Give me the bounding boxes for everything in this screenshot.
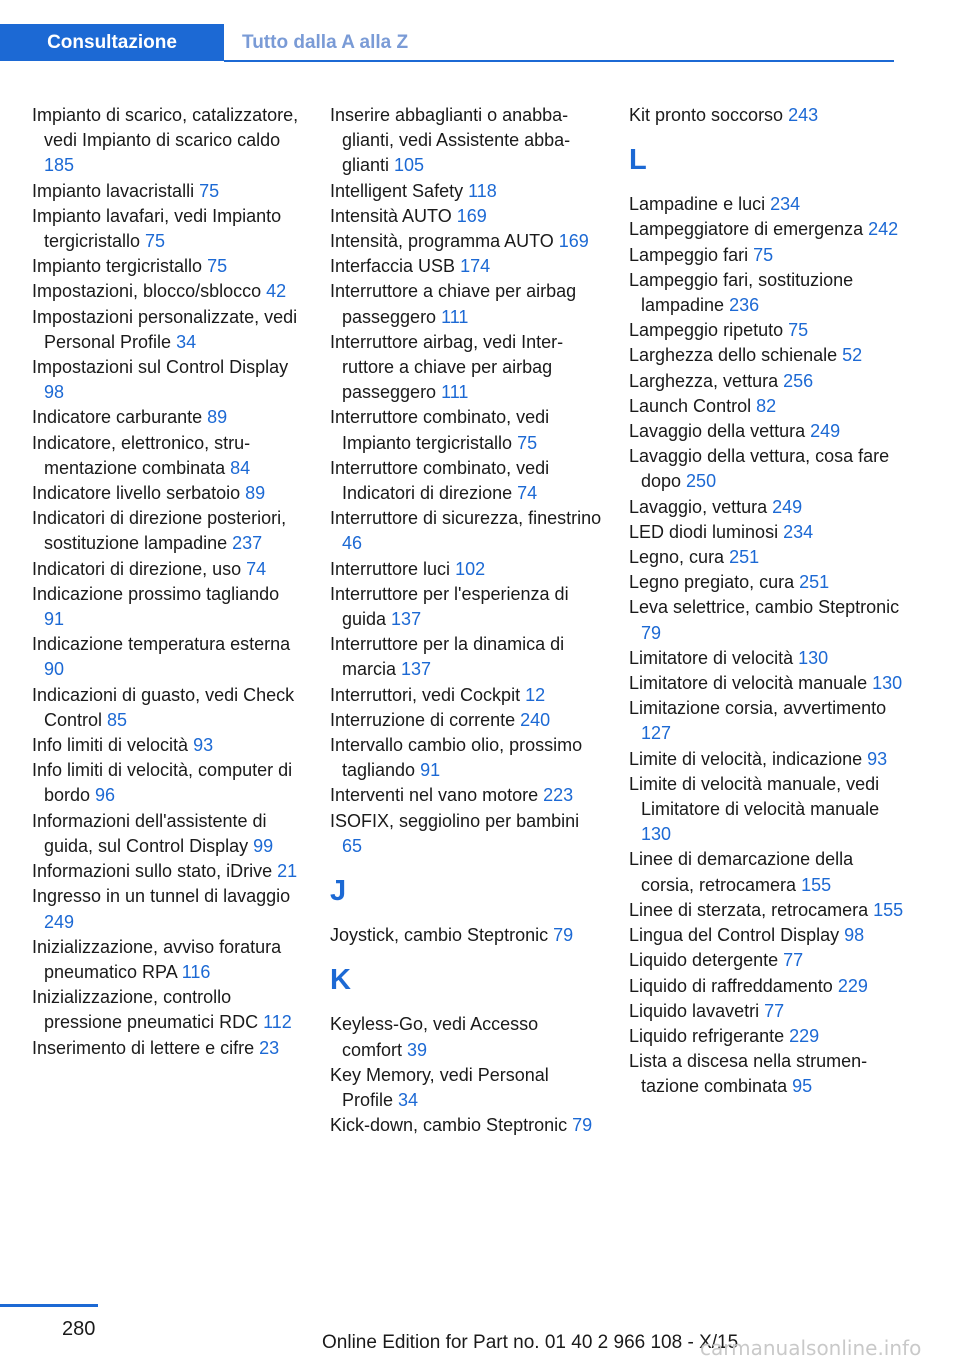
page-reference-link[interactable]: 111 [441, 382, 469, 403]
index-entry [330, 557, 602, 582]
index-entry [32, 279, 304, 304]
edition-note: Online Edition for Part no. 01 40 2 966 108 - X/15 [322, 1332, 739, 1353]
index-entry-text: Legno pregiato, cura [629, 572, 800, 593]
page-reference-link[interactable]: 89 [207, 407, 228, 428]
page-reference-link[interactable]: 34 [398, 1089, 419, 1110]
index-entry [330, 632, 602, 682]
page-reference-link[interactable]: 84 [230, 457, 251, 478]
page-reference-link[interactable]: 85 [107, 709, 128, 730]
page-reference-link[interactable]: 75 [517, 432, 538, 453]
index-entry [629, 923, 905, 948]
page-reference-link[interactable]: 23 [259, 1037, 280, 1058]
index-entry [330, 103, 602, 179]
index-entry [629, 318, 905, 343]
index-entry-text: Interruttore per la dinamica di marcia [330, 634, 565, 680]
index-entry-text: Lampeggio fari, sostituzione lampadine [629, 269, 854, 316]
index-entry-text: Kit pronto soccorso [629, 105, 789, 125]
page-reference-link[interactable]: 137 [401, 659, 432, 680]
page-reference-link[interactable]: 39 [407, 1039, 428, 1060]
index-entry-text: ISOFIX, seggiolino per bambini [330, 810, 580, 831]
page-reference-link[interactable]: 169 [558, 231, 589, 252]
index-entry [330, 809, 602, 859]
page-reference-link[interactable]: 65 [342, 835, 363, 856]
header-rule [224, 60, 894, 62]
index-entry [32, 506, 304, 556]
index-entry-text: Impostazioni personalizzate, vedi Personal Profile [32, 306, 298, 352]
page-reference-link[interactable]: 229 [789, 1025, 820, 1046]
page-reference-link[interactable]: 249 [772, 496, 803, 517]
index-entry-text: Keyless-Go, vedi Accesso comfort [330, 1014, 539, 1060]
index-entry-text: Interruttore combinato, vedi Indicatori di direzione [330, 457, 550, 504]
index-entry-text: Indicatore, elettronico, strumentazione combinata [32, 432, 251, 478]
index-entry-text: Linee di sterzata, retrocamera [629, 899, 874, 920]
index-entry [32, 809, 304, 859]
index-entry-text: Limitazione corsia, avvertimento [629, 698, 887, 719]
index-entry [629, 747, 905, 772]
index-entry [32, 1036, 304, 1061]
index-entry [32, 758, 304, 808]
index-entry [330, 456, 602, 506]
page-number: 280 [62, 1318, 96, 1340]
index-entry [629, 671, 905, 696]
page-reference-link[interactable]: 93 [193, 735, 214, 756]
index-entry-text: Lampeggiatore di emergenza [629, 219, 869, 240]
index-entry [330, 506, 602, 556]
page-reference-link[interactable]: 130 [798, 647, 829, 668]
index-entry-text: Indicazioni di guasto, vedi Check Control [32, 684, 295, 730]
index-entry-text: Interruttore combinato, vedi Impianto tergicristallo [330, 407, 550, 453]
index-entry [32, 179, 304, 204]
index-entry-text: Lavaggio della vettura [629, 421, 811, 442]
index-entry-text: Kick-down, cambio Steptronic [330, 1115, 573, 1136]
index-entry [629, 696, 905, 746]
index-entry [629, 520, 905, 545]
page-reference-link[interactable]: 95 [792, 1076, 813, 1097]
index-entry-text: Impianto tergicristallo [32, 256, 208, 277]
footer-rule [0, 1304, 98, 1307]
index-entry [32, 305, 304, 355]
page-reference-link[interactable]: 98 [44, 382, 65, 403]
page-reference-link[interactable]: 223 [543, 785, 574, 806]
page-reference-link[interactable]: 91 [44, 609, 65, 630]
index-entry [330, 204, 602, 229]
index-entry [629, 1049, 905, 1099]
page-reference-link[interactable]: 137 [391, 609, 422, 630]
index-entry-text: Informazioni sullo stato, iDrive [32, 861, 278, 882]
index-entry [629, 948, 905, 973]
index-entry [32, 884, 304, 934]
index-column-3 [629, 103, 905, 1100]
tab-tutto-dalla-a-alla-z[interactable]: Tutto dalla A alla Z [242, 31, 409, 53]
index-entry [629, 545, 905, 570]
page-reference-link[interactable]: 93 [867, 748, 888, 769]
index-entry [32, 935, 304, 985]
index-letter-heading: K [330, 964, 351, 997]
index-entry [32, 481, 304, 506]
index-entry [32, 557, 304, 582]
page-header [0, 0, 960, 62]
page-reference-link[interactable]: 98 [844, 925, 865, 946]
index-column-2 [330, 103, 602, 1138]
index-entry [32, 103, 304, 179]
page-reference-link[interactable]: 74 [517, 483, 538, 504]
index-entry-text: Larghezza, vettura [629, 370, 784, 391]
index-entry [330, 733, 602, 783]
index-entry-text: Interruttore airbag, vedi Interruttore a chiave per airbag passeggero [330, 331, 564, 403]
index-entry [330, 923, 602, 948]
index-entry-text: Lista a discesa nella strumentazione combinata [629, 1051, 868, 1097]
index-entry-text: Lavaggio della vettura, cosa fare dopo [629, 446, 890, 492]
index-entry-text: Lavaggio, vettura [629, 496, 773, 517]
page-reference-link[interactable]: 21 [277, 861, 298, 882]
index-entry-text: Larghezza dello schienale [629, 345, 843, 366]
index-entry [629, 268, 905, 318]
index-entry-text: Legno, cura [629, 547, 730, 568]
index-entry [32, 582, 304, 632]
index-entry-text: Leva selettrice, cambio Steptronic [629, 597, 900, 618]
page-reference-link[interactable]: 130 [641, 824, 672, 845]
index-entry-text: Impianto di scarico, catalizzatore, vedi Impianto di scarico caldo [32, 105, 299, 151]
page-reference-link[interactable]: 234 [783, 521, 814, 542]
index-entry-text: Indicatore carburante [32, 407, 208, 428]
index-entry [629, 1024, 905, 1049]
index-entry-text: Interruttore luci [330, 558, 456, 579]
index-entry [330, 1113, 602, 1138]
index-entry [32, 985, 304, 1035]
index-entry-text: Intensità AUTO [330, 205, 457, 226]
index-entry-text: Liquido refrigerante [629, 1025, 790, 1046]
page-reference-link[interactable]: 249 [810, 421, 841, 442]
index-entry [32, 859, 304, 884]
index-entry [629, 444, 905, 494]
page-reference-link[interactable]: 237 [232, 533, 263, 554]
page-reference-link[interactable]: 75 [788, 320, 809, 341]
index-entry-text: Impostazioni, blocco/sblocco [32, 281, 267, 302]
index-entry-text: Interfaccia USB [330, 256, 461, 277]
index-entry-text: Impianto lavacristalli [32, 180, 200, 201]
page-reference-link[interactable]: 234 [770, 194, 801, 215]
index-entry [32, 355, 304, 405]
page-reference-link[interactable]: 155 [873, 899, 904, 920]
index-entry-text: Info limiti di velocità, computer di bordo [32, 760, 293, 806]
index-entry-text: Intensità, programma AUTO [330, 231, 559, 252]
page-reference-link[interactable]: 105 [394, 155, 425, 176]
index-entry-text: Interruttore a chiave per airbag passeggero [330, 281, 577, 327]
index-entry [32, 733, 304, 758]
index-entry-text: Info limiti di velocità [32, 735, 194, 756]
page-reference-link[interactable]: 90 [44, 659, 65, 680]
index-entry-text: Limite di velocità manuale, vedi Limitatore di velocità manuale [629, 773, 880, 820]
index-entry-text: Informazioni dell'assistente di guida, sul Control Display [32, 810, 267, 856]
index-entry-text: Interruttori, vedi Cockpit [330, 684, 526, 705]
page-reference-link[interactable]: 229 [837, 975, 868, 996]
index-entry-text: Interruttore di sicurezza, finestrino [330, 508, 602, 529]
page-reference-link[interactable]: 251 [799, 572, 830, 593]
page-reference-link[interactable]: 46 [342, 533, 363, 554]
index-entry [629, 570, 905, 595]
index-entry-text: Liquido detergente [629, 950, 784, 971]
index-entry [629, 217, 905, 242]
page-reference-link[interactable]: 99 [253, 835, 274, 856]
page-reference-link[interactable]: 52 [842, 345, 863, 366]
index-entry-text: Inizializzazione, avviso foratura pneumatico RPA [32, 936, 282, 982]
index-entry-text: Impianto lavafari, vedi Impianto tergicristallo [32, 205, 282, 252]
page-reference-link[interactable]: 102 [455, 558, 486, 579]
index-entry [330, 683, 602, 708]
page-reference-link[interactable]: 77 [783, 950, 804, 971]
index-entry [629, 192, 905, 217]
page-reference-link[interactable]: 79 [553, 925, 574, 946]
page-reference-link[interactable]: 169 [456, 205, 487, 226]
index-entry-text: Launch Control [629, 395, 757, 416]
index-entry-text: Lingua del Control Display [629, 925, 845, 946]
page-reference-link[interactable]: 236 [729, 295, 760, 316]
page-reference-link[interactable]: 243 [788, 105, 819, 125]
index-entry-text: Interventi nel vano motore [330, 785, 544, 806]
page-reference-link[interactable]: 251 [729, 547, 760, 568]
page-reference-link[interactable]: 256 [783, 370, 814, 391]
page-reference-link[interactable]: 89 [245, 483, 266, 504]
index-entry-text: Indicatori di direzione, uso [32, 558, 247, 579]
index-entry [330, 279, 602, 329]
page-reference-link[interactable]: 96 [95, 785, 116, 806]
page-reference-link[interactable]: 75 [753, 244, 774, 265]
page-reference-link[interactable]: 12 [525, 684, 546, 705]
page-reference-link[interactable]: 130 [872, 673, 903, 694]
index-column-1 [32, 103, 304, 1061]
index-entry-text: Indicatori di direzione posteriori, sostituzione lampadine [32, 508, 287, 554]
index-entry [629, 343, 905, 368]
page-reference-link[interactable]: 174 [460, 256, 491, 277]
index-entry-text: Liquido di raffreddamento [629, 975, 838, 996]
index-entry-text: Lampadine e luci [629, 194, 771, 215]
index-entry [629, 898, 905, 923]
index-entry [330, 1063, 602, 1113]
index-entry-text: Impostazioni sul Control Display [32, 357, 289, 378]
index-entry [330, 254, 602, 279]
index-entry-text: Indicatore livello serbatoio [32, 483, 246, 504]
index-entry [629, 495, 905, 520]
index-entry [629, 646, 905, 671]
index-entry-text: Joystick, cambio Steptronic [330, 925, 554, 946]
index-entry-text: LED diodi luminosi [629, 521, 784, 542]
index-entry [32, 632, 304, 682]
page-reference-link[interactable]: 74 [246, 558, 267, 579]
page-reference-link[interactable]: 42 [266, 281, 287, 302]
index-entry [629, 419, 905, 444]
page-reference-link[interactable]: 155 [801, 874, 832, 895]
index-entry-text: Inizializzazione, controllo pressione pneumatici RDC [32, 987, 264, 1033]
page-reference-link[interactable]: 75 [207, 256, 228, 277]
index-entry [330, 783, 602, 808]
index-entry [330, 330, 602, 406]
page-reference-link[interactable]: 118 [468, 180, 497, 201]
page-reference-link[interactable]: 240 [520, 709, 551, 730]
index-entry [629, 999, 905, 1024]
page-reference-link[interactable]: 127 [641, 723, 672, 744]
index-entry-text: Liquido lavavetri [629, 1000, 765, 1021]
index-entry-text: Inserimento di lettere e cifre [32, 1037, 260, 1058]
index-entry-text: Intelligent Safety [330, 180, 469, 201]
page-reference-link[interactable]: 242 [868, 219, 899, 240]
page-reference-link[interactable]: 77 [764, 1000, 785, 1021]
index-entry-text: Indicazione prossimo tagliando [32, 583, 280, 604]
index-entry-text: Inserire abbaglianti o anabbaglianti, vedi Assistente abbaglianti [330, 105, 571, 176]
page-reference-link[interactable]: 79 [641, 622, 662, 643]
index-entry [330, 1012, 602, 1062]
tab-consultazione[interactable]: Consultazione [0, 24, 224, 61]
index-entry-text: Ingresso in un tunnel di lavaggio [32, 886, 291, 907]
index-entry-text: Lampeggio ripetuto [629, 320, 789, 341]
index-entry [32, 431, 304, 481]
page-reference-link[interactable]: 75 [145, 231, 166, 252]
index-entry-text: Interruzione di corrente [330, 709, 521, 730]
page-reference-link[interactable]: 79 [572, 1115, 593, 1136]
page-reference-link[interactable]: 34 [176, 331, 197, 352]
index-entry [330, 405, 602, 455]
index-entry [330, 179, 602, 204]
index-entry-text: Limitatore di velocità manuale [629, 673, 873, 694]
page-reference-link[interactable]: 185 [44, 155, 75, 176]
index-entry-text: Indicazione temperatura esterna [32, 634, 291, 655]
index-entry-text: Lampeggio fari [629, 244, 754, 265]
index-letter-heading: L [629, 144, 647, 177]
index-entry [32, 254, 304, 279]
index-entry [330, 708, 602, 733]
index-entry [629, 103, 905, 128]
page-reference-link[interactable]: 112 [263, 1012, 292, 1033]
page-reference-link[interactable]: 250 [686, 471, 717, 492]
index-entry [629, 369, 905, 394]
index-entry [629, 974, 905, 999]
index-entry-text: Limite di velocità, indicazione [629, 748, 868, 769]
index-entry-text: Limitatore di velocità [629, 647, 799, 668]
index-entry-text: Intervallo cambio olio, prossimo tagliando [330, 735, 583, 781]
index-entry [629, 394, 905, 419]
index-entry [32, 204, 304, 254]
page-reference-link[interactable]: 111 [441, 306, 469, 327]
watermark: carmanualsonline.info [700, 1336, 922, 1360]
index-entry [629, 772, 905, 848]
index-letter-heading: J [330, 875, 347, 908]
page-reference-link[interactable]: 249 [44, 911, 75, 932]
index-entry [629, 595, 905, 645]
index-entry [32, 405, 304, 430]
page-reference-link[interactable]: 91 [420, 760, 441, 781]
page-reference-link[interactable]: 116 [181, 961, 211, 982]
index-entry-text: Interruttore per l'esperienza di guida [330, 583, 569, 630]
page-reference-link[interactable]: 75 [199, 180, 220, 201]
index-entry [330, 582, 602, 632]
index-entry [32, 683, 304, 733]
index-entry-text: Key Memory, vedi Personal Profile [330, 1064, 549, 1110]
index-entry [330, 229, 602, 254]
page-reference-link[interactable]: 82 [756, 395, 777, 416]
index-entry-text: Linee di demarcazione della corsia, retrocamera [629, 849, 854, 895]
index-entry [629, 243, 905, 268]
index-entry [629, 847, 905, 897]
